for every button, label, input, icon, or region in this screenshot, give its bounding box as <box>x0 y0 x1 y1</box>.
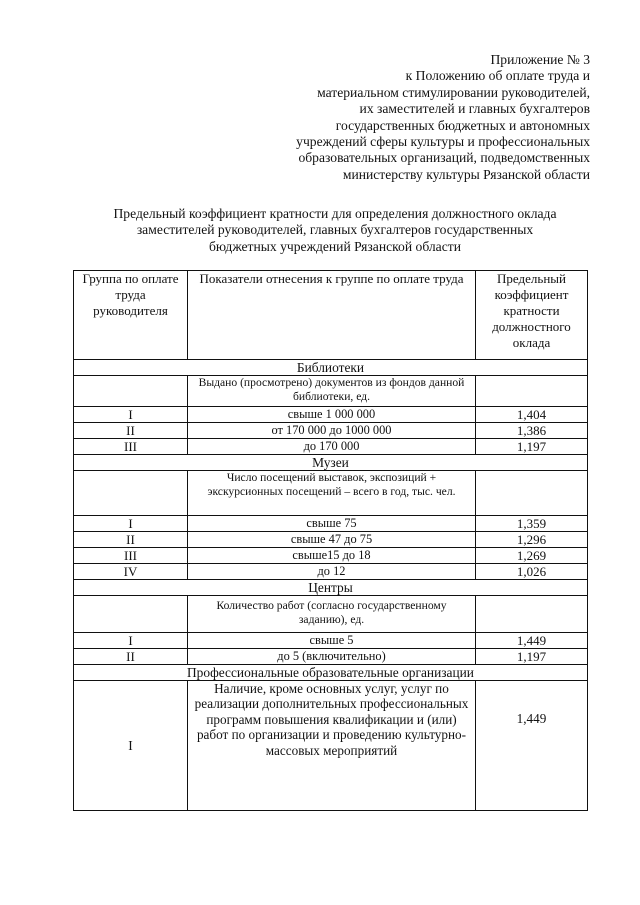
range-cell: свыше 5 <box>188 633 476 649</box>
group-cell: II <box>74 649 188 665</box>
group-cell: II <box>74 532 188 548</box>
empty-cell <box>476 596 588 633</box>
header-coef: Предельный коэффициент кратности должностного оклада <box>476 271 588 360</box>
coef-cell: 1,404 <box>476 407 588 423</box>
range-cell: свыше 1 000 000 <box>188 407 476 423</box>
indicator-text: Число посещений выставок, экспозиций + экскурсионных посещений – всего в год, тыс. чел. <box>188 471 476 516</box>
empty-cell <box>74 376 188 407</box>
coef-cell: 1,386 <box>476 423 588 439</box>
section-title: Центры <box>74 580 588 596</box>
coef-cell: 1,197 <box>476 649 588 665</box>
table-header-row <box>74 271 588 360</box>
empty-cell <box>476 376 588 407</box>
appendix-line: образовательных организаций, подведомственных <box>298 150 590 166</box>
appendix-line: их заместителей и главных бухгалтеров <box>359 101 590 117</box>
empty-cell <box>74 471 188 516</box>
empty-cell <box>476 471 588 516</box>
coefficient-table <box>73 270 588 811</box>
coef-cell: 1,449 <box>476 633 588 649</box>
range-cell: Наличие, кроме основных услуг, услуг по реализации дополнительных профессиональных программ повышения квалификации и (или) работ по организации и проведению культурно-массовых мероприятий <box>188 681 476 811</box>
section-row <box>74 665 588 681</box>
range-cell: до 12 <box>188 564 476 580</box>
header-indicator: Показатели отнесения к группе по оплате труда <box>188 271 476 360</box>
appendix-line: государственных бюджетных и автономных <box>335 117 590 133</box>
coef-cell: 1,296 <box>476 532 588 548</box>
indicator-text: Количество работ (согласно государственному заданию), ед. <box>188 596 476 633</box>
table-row <box>74 423 588 439</box>
table-row <box>74 564 588 580</box>
table-row <box>74 548 588 564</box>
title-line: Предельный коэффициент кратности для определения должностного оклада <box>113 206 557 221</box>
table-row <box>74 633 588 649</box>
group-cell: I <box>74 516 188 532</box>
coef-cell: 1,359 <box>476 516 588 532</box>
coef-cell: 1,269 <box>476 548 588 564</box>
coef-cell: 1,449 <box>476 681 588 811</box>
group-cell: III <box>74 548 188 564</box>
table-row <box>74 649 588 665</box>
empty-cell <box>74 596 188 633</box>
table-row <box>74 439 588 455</box>
section-title: Профессиональные образовательные организации <box>74 665 588 681</box>
range-cell: свыше 47 до 75 <box>188 532 476 548</box>
section-row <box>74 455 588 471</box>
indicator-row <box>74 376 588 407</box>
range-cell: от 170 000 до 1000 000 <box>188 423 476 439</box>
coef-cell: 1,197 <box>476 439 588 455</box>
group-cell: III <box>74 439 188 455</box>
title-line: бюджетных учреждений Рязанской области <box>209 238 461 254</box>
group-cell: II <box>74 423 188 439</box>
section-title: Библиотеки <box>74 360 588 376</box>
appendix-line: к Положению об оплате труда и <box>405 68 590 84</box>
appendix-line: министерству культуры Рязанской области <box>342 166 590 182</box>
range-cell: свыше 75 <box>188 516 476 532</box>
range-cell: свыше15 до 18 <box>188 548 476 564</box>
range-cell: до 5 (включительно) <box>188 649 476 665</box>
document-title <box>70 206 600 255</box>
indicator-text: Выдано (просмотрено) документов из фондов данной библиотеки, ед. <box>188 376 476 407</box>
section-row <box>74 580 588 596</box>
group-cell: IV <box>74 564 188 580</box>
appendix-line: Приложение № 3 <box>490 52 590 67</box>
appendix-line: учреждений сферы культуры и профессиональных <box>296 134 590 150</box>
table-row <box>74 681 588 811</box>
table-row <box>74 407 588 423</box>
section-row <box>74 360 588 376</box>
appendix-header <box>240 52 590 183</box>
section-title: Музеи <box>74 455 588 471</box>
title-line: заместителей руководителей, главных бухгалтеров государственных <box>136 222 534 238</box>
group-cell: I <box>74 633 188 649</box>
range-cell: до 170 000 <box>188 439 476 455</box>
appendix-line: материальном стимулировании руководителей, <box>317 84 590 100</box>
group-cell: I <box>74 407 188 423</box>
header-group: Группа по оплате труда руководителя <box>74 271 188 360</box>
indicator-row <box>74 596 588 633</box>
group-cell: I <box>74 681 188 811</box>
indicator-row <box>74 471 588 516</box>
table-row <box>74 516 588 532</box>
table-row <box>74 532 588 548</box>
coef-cell: 1,026 <box>476 564 588 580</box>
